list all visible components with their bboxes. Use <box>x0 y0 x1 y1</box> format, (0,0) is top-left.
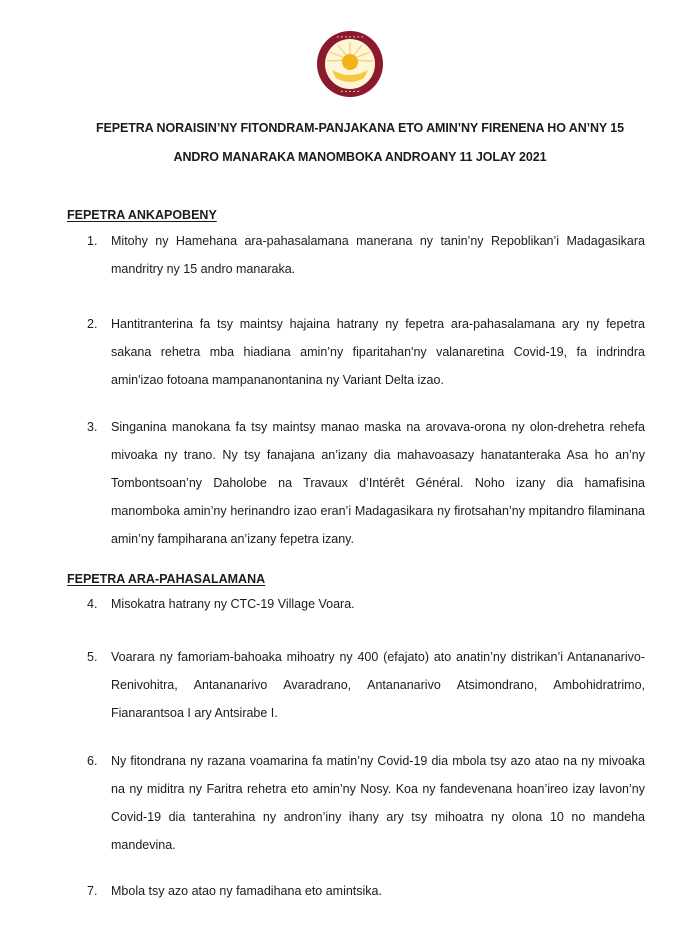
list-item <box>87 877 645 905</box>
item-text: Misokatra hatrany ny CTC-19 Village Voara. <box>111 597 355 611</box>
list-item <box>87 643 645 727</box>
item-number: 2. <box>87 317 98 331</box>
item-number: 7. <box>87 884 98 898</box>
list-item <box>87 590 645 618</box>
item-number: 6. <box>87 754 98 768</box>
item-text: Voarara ny famoriam-bahoaka mihoatry ny 400 (efajato) ato anatin’ny distrikan’i Antananarivo-Renivohitra, Antananarivo Avaradrano, Antananarivo Atsimondrano, Ambohidratrimo, Fianarantsoa I ary Antsirabe I. <box>111 650 645 720</box>
item-number: 4. <box>87 597 98 611</box>
document-title-line-1: FEPETRA NORAISIN’NY FITONDRAM-PANJAKANA ETO AMIN’NY FIRENENA HO AN’NY 15 <box>95 121 625 135</box>
list-item <box>87 747 645 859</box>
svg-text:• • • • •: • • • • • <box>340 90 360 95</box>
list-item <box>87 227 645 283</box>
list-item <box>87 413 645 553</box>
item-number: 3. <box>87 420 98 434</box>
item-text: Singanina manokana fa tsy maintsy manao maska na arovava-orona ny olon-drehetra rehefa mivoaka ny trano. Ny tsy fanajana an’izany dia mahavoasazy hanatanteraka Asa ho an’ny Tombontsoan’ny Daholobe na Travaux d’Intérêt Général. Noho izany dia hamafisina manomboka amin’ny herinandro izao eran’i Madagasikara ny firotsahan’ny mpitandro filaminana amin’ny fampiharana an’izany fepetra izany. <box>111 420 645 546</box>
section-heading-general: FEPETRA ANKAPOBENY <box>67 208 217 222</box>
document-title-line-2: ANDRO MANARAKA MANOMBOKA ANDROANY 11 JOLAY 2021 <box>173 150 547 164</box>
seal-logo-icon <box>316 30 384 98</box>
item-text: Ny fitondrana ny razana voamarina fa matin’ny Covid-19 dia mbola tsy azo atao na ny mivoaka na ny miditra ny Faritra rehetra eto amin’ny Nosy. Koa ny fandevenana hoan’ireo izay lavon’ny Covid-19 dia tanterahina ny andron’iny ihany ary tsy mihoatra ny olona 10 no mandeha mandevina. <box>111 754 645 852</box>
section-heading-health: FEPETRA ARA-PAHASALAMANA <box>67 572 266 586</box>
item-text: Mbola tsy azo atao ny famadihana eto amintsika. <box>111 884 382 898</box>
item-text: Hantitranterina fa tsy maintsy hajaina hatrany ny fepetra ara-pahasalamana ary ny fepetra sakana rehetra mba hiadiana amin’ny fiparitahan'ny valanaretina Covid-19, fa indrindra amin'izao fotoana mampananontanina ny Variant Delta izao. <box>111 317 645 387</box>
item-text: Mitohy ny Hamehana ara-pahasalamana manerana ny tanin’ny Repoblikan’i Madagasikara mandritry ny 15 andro manaraka. <box>111 234 645 276</box>
item-number: 1. <box>87 234 98 248</box>
svg-text:• • • • • • •: • • • • • • • <box>336 35 364 41</box>
list-item <box>87 310 645 394</box>
item-number: 5. <box>87 650 98 664</box>
